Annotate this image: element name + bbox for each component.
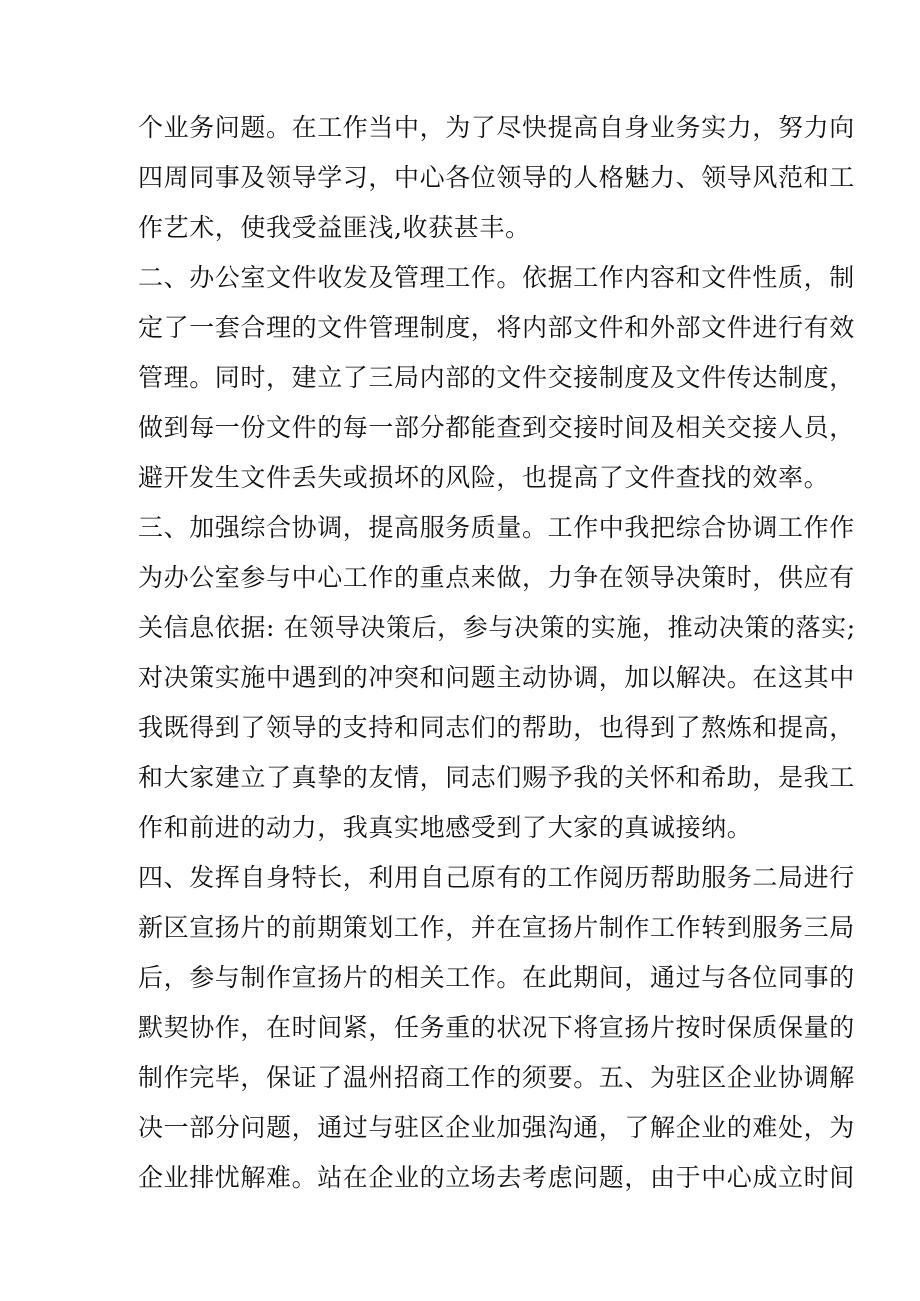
text-line: 作艺术，使我受益匪浅,收获甚丰。	[138, 213, 531, 242]
text-line: 管理。同时，建立了三局内部的文件交接制度及文件传达制度，	[138, 363, 855, 392]
text-line: 决一部分问题，通过与驻区企业加强沟通，了解企业的难处，为	[138, 1113, 855, 1142]
text-line: 为办公室参与中心工作的重点来做，力争在领导决策时，供应有	[138, 563, 855, 592]
text-line: 四周同事及领导学习，中心各位领导的人格魅力、领导风范和工	[138, 163, 855, 192]
text-line: 定了一套合理的文件管理制度，将内部文件和外部文件进行有效	[138, 313, 855, 342]
text-line: 三、加强综合协调，提高服务质量。工作中我把综合协调工作作	[138, 513, 855, 542]
text-line: 新区宣扬片的前期策划工作，并在宣扬片制作工作转到服务三局	[138, 913, 855, 942]
text-line: 避开发生文件丢失或损坏的风险，也提高了文件查找的效率。	[138, 463, 830, 492]
text-line: 我既得到了领导的支持和同志们的帮助，也得到了熬炼和提高，	[138, 713, 855, 742]
text-line: 后，参与制作宣扬片的相关工作。在此期间，通过与各位同事的	[138, 963, 855, 992]
text-line: 默契协作，在时间紧，任务重的状况下将宣扬片按时保质保量的	[138, 1013, 855, 1042]
text-line: 四、发挥自身特长，利用自己原有的工作阅历帮助服务二局进行	[138, 863, 855, 892]
text-line: 制作完毕，保证了温州招商工作的须要。五、为驻区企业协调解	[138, 1063, 855, 1092]
text-line: 对决策实施中遇到的冲突和问题主动协调，加以解决。在这其中	[138, 663, 855, 692]
text-line: 个业务问题。在工作当中，为了尽快提高自身业务实力，努力向	[138, 113, 855, 142]
text-line: 关信息依据: 在领导决策后，参与决策的实施，推动决策的落实;	[138, 613, 856, 642]
text-line: 和大家建立了真挚的友情，同志们赐予我的关怀和希助，是我工	[138, 763, 855, 792]
text-line: 企业排忧解难。站在企业的立场去考虑问题，由于中心成立时间	[138, 1163, 855, 1192]
text-line: 作和前进的动力，我真实地感受到了大家的真诚接纳。	[138, 813, 753, 842]
text-line: 二、办公室文件收发及管理工作。依据工作内容和文件性质，制	[138, 263, 855, 292]
text-line: 做到每一份文件的每一部分都能查到交接时间及相关交接人员，	[138, 413, 855, 442]
